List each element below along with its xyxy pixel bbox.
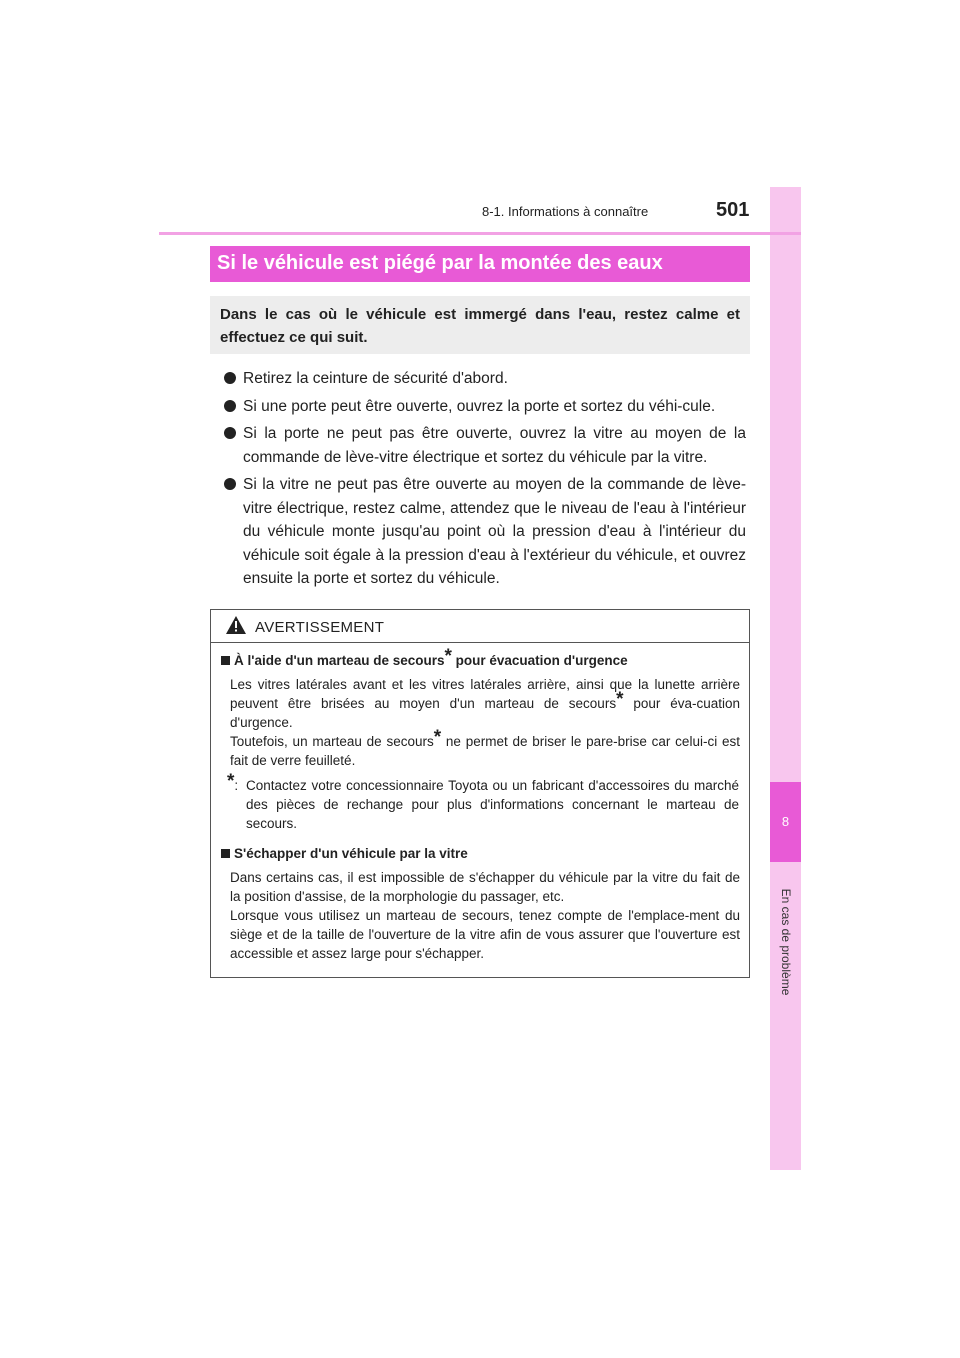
bullet-text: Si la porte ne peut pas être ouverte, ouvrez la vitre au moyen de la commande de lève-vitre électrique et sortez du véhicule par la vitre. [243,425,746,466]
section-heading-hammer: À l'aide d'un marteau de secours* pour évacuation d'urgence [221,653,628,668]
bullet-text: Retirez la ceinture de sécurité d'abord. [243,370,508,387]
section-heading-escape: S'échapper d'un véhicule par la vitre [221,846,468,861]
footnote-marker: *: [227,771,239,793]
warning-box [210,609,750,978]
hammer-paragraph-2: Toutefois, un marteau de secours* ne permet de briser le pare-brise car celui-ci est fait de verre feuilleté. [230,727,740,768]
warning-triangle-icon [226,616,246,634]
section-heading: 8-1. Informations à connaître [482,204,649,219]
list-item [224,473,746,591]
bullet-list [224,367,746,595]
bullet-icon [224,400,236,412]
bullet-text: Si une porte peut être ouverte, ouvrez la porte et sortez du véhi-cule. [243,397,716,415]
chapter-title-tab [770,862,801,1042]
page-title: Si le véhicule est piégé par la montée des eaux [217,252,663,274]
intro-text: Dans le cas où le véhicule est immergé dans l'eau, restez calme et effectuez ce qui suit. [220,306,740,346]
square-marker-icon [221,656,230,665]
escape-paragraph-2: Lorsque vous utilisez un marteau de secours, tenez compte de l'emplace-ment du siège et de la taille de l'ouverture de la vitre afin de vous assurer que l'ouverture est accessible et assez large pour s'échapper. [230,908,740,961]
square-marker-icon [221,849,230,858]
list-item [224,367,746,391]
page-number: 501 [716,199,750,221]
title-banner [210,246,750,282]
hammer-paragraph-1: Les vitres latérales avant et les vitres latérales arrière, ainsi que la lunette arrière peuvent être brisées au moyen d'un marteau de secours* pour éva-cuation d'urgence. [230,677,740,730]
footnote [227,771,739,833]
bullet-icon [224,427,236,439]
list-item [224,422,746,469]
chapter-number-tab: 8 [770,782,801,862]
footnote-text: Contactez votre concessionnaire Toyota ou un fabricant d'accessoires du marché des pièces de rechange pour plus d'informations concernant le marteau de secours. [246,778,739,831]
warning-title: AVERTISSEMENT [255,619,385,636]
chapter-title: En cas de problème [778,888,793,996]
bullet-text: Si la vitre ne peut pas être ouverte au moyen de la commande de lève-vitre électrique, restez calme, attendez que le niveau de l'eau à l'intérieur du véhicule monte jusqu'au point où la pression d'eau à l'intérieur du véhicule soit égale à la pression d'eau à l'extérieur du véhicule, et ouvrez ensuite la porte et sortez du véhicule. [243,476,746,587]
bullet-icon [224,478,236,490]
warning-header [211,610,749,643]
header-divider [159,232,801,235]
intro-box [210,296,750,354]
list-item [224,395,746,419]
bullet-icon [224,372,236,384]
escape-paragraph-1: Dans certains cas, il est impossible de s'échapper du véhicule par la vitre du fait de la position d'assise, de la morphologie du passager, etc. [230,870,740,904]
